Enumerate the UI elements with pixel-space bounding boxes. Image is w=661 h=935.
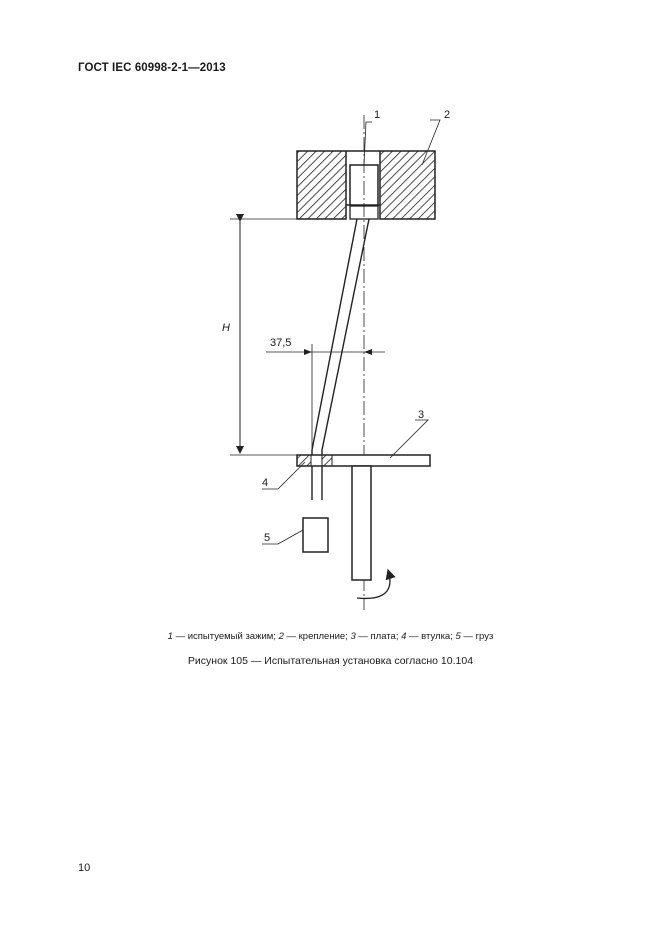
- page-number: 10: [78, 862, 91, 874]
- figure-caption: Рисунок 105 — Испытательная установка согласно 10.104: [187, 655, 474, 667]
- legend-item: 3 — плата;: [350, 631, 402, 642]
- figure-legend: [0, 631, 661, 642]
- callout-5: 5: [264, 532, 271, 544]
- dimension-offset: [266, 344, 385, 455]
- weight: [303, 518, 328, 552]
- dimension-h-label: H: [222, 322, 230, 334]
- legend-item: 2 — крепление;: [278, 631, 351, 642]
- callout-1: 1: [374, 109, 381, 121]
- legend-item: 4 — втулка;: [401, 631, 456, 642]
- dimension-offset-label: 37,5: [270, 337, 292, 349]
- legend-item: 1 — испытуемый зажим;: [167, 631, 279, 642]
- document-header: ГОСТ IEC 60998-2-1—2013: [78, 62, 226, 74]
- callout-4: 4: [262, 477, 269, 489]
- callout-2: 2: [444, 109, 451, 121]
- callout-3: 3: [418, 409, 425, 421]
- legend-item: 5 — груз: [455, 631, 494, 642]
